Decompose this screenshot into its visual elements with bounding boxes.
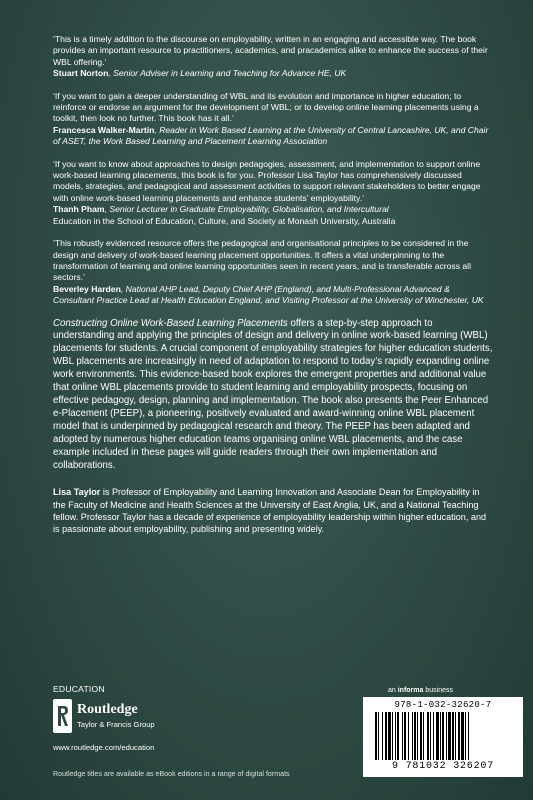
barcode-bar xyxy=(452,712,454,760)
subject-category: EDUCATION xyxy=(53,684,105,694)
publisher-logo xyxy=(53,699,203,735)
barcode-bar xyxy=(382,712,383,760)
barcode-bar xyxy=(385,712,387,760)
endorsement-2 xyxy=(53,91,493,148)
barcode-bars xyxy=(373,712,513,762)
author-bio-text: is Professor of Employability and Learning Innovation and Associate Dean for Employability in the Faculty of Medicine and Health Sciences at the University of East Anglia, UK, and a National Teaching fellow. Professor Taylor has a decade of experience of employability leadership within higher education, and is passionate about employability, publishing and presenting widely. xyxy=(53,487,487,534)
barcode-bar xyxy=(402,712,403,760)
endorser-name: Stuart Norton xyxy=(53,68,109,79)
barcode-bar xyxy=(433,712,434,760)
barcode-bar xyxy=(397,712,399,760)
endorsement-text: ‘This is a timely addition to the discourse on employability, written in an engaging and accessible way. The book provides an important resource to practitioners, academics, and pracademics alike to enhance the success of their WBL offering.’ xyxy=(53,34,488,67)
publisher-name: Routledge xyxy=(77,702,138,717)
endorsement-4 xyxy=(53,238,493,306)
routledge-r-icon xyxy=(53,699,72,733)
barcode-bar xyxy=(388,712,391,760)
isbn-number: 9 781032 326207 xyxy=(391,761,494,772)
publisher-group: Taylor & Francis Group xyxy=(77,720,155,729)
barcode-bar xyxy=(442,712,444,760)
barcode-bar xyxy=(436,712,439,760)
barcode-bar xyxy=(378,712,379,760)
barcode-bar xyxy=(458,712,460,760)
barcode-bar xyxy=(417,712,418,760)
endorsement-attribution xyxy=(53,284,493,307)
barcode-bar xyxy=(427,712,429,760)
barcode-bar xyxy=(448,712,451,760)
barcode-bar xyxy=(375,712,377,760)
barcode-bar xyxy=(408,712,409,760)
isbn-label: 978-1-032-32620-7 xyxy=(394,700,492,710)
barcode-bar xyxy=(414,712,416,760)
barcode-bar xyxy=(404,712,406,760)
barcode-bar xyxy=(455,712,456,760)
informa-business-label xyxy=(388,687,453,694)
endorsement-text: ‘This robustly evidenced resource offers the pedagogical and organisational principles to be considered in the design and delivery of work-based learning placement opportunities. It offers a vital underpinning to the transformation of learning and online learning opportunities seen in recent years, and is transferable across all sectors.’ xyxy=(53,238,471,283)
author-bio xyxy=(53,486,493,534)
endorsement-text: ‘If you want to know about approaches to design pedagogies, assessment, and implementation to support online work-based learning placements, this book is for you. Professor Lisa Taylor has comprehensively discussed models, strategies, and pedagogical and assessment activities to support relevant stakeholders to better engage with online work-based learning placements and enhance students’ employability.’ xyxy=(53,158,481,203)
endorsement-attribution xyxy=(53,204,493,227)
barcode-bar xyxy=(468,712,469,760)
informa-prefix: an xyxy=(388,687,398,694)
endorsement-attribution xyxy=(53,68,493,79)
informa-word: informa xyxy=(397,687,424,694)
book-description xyxy=(53,318,493,473)
endorser-role-continued: Education in the School of Education, Culture, and Society at Monash University, Australia xyxy=(53,215,396,226)
endorser-name: Beverley Harden xyxy=(53,283,121,294)
barcode-bar xyxy=(430,712,431,760)
endorser-role: , Reader in Work Based Learning at the University of Central Lancashire, UK, and Chair of ASET, the Work Based Learning and Placement Learning Association xyxy=(53,124,489,147)
informa-suffix: business xyxy=(423,687,453,694)
barcode-bar xyxy=(395,712,396,760)
barcode-bar xyxy=(440,712,441,760)
endorsement-text: ‘If you want to gain a deeper understanding of WBL and its evolution and importance in higher education; to reinforce or endorse an argument for the development of WBL; or to develop online learning placements using a toolkit, then look no further. This book has it all.’ xyxy=(53,90,479,124)
barcode-bar xyxy=(423,712,424,760)
endorsement-1 xyxy=(53,34,493,80)
barcode-bar xyxy=(465,712,466,760)
barcode-bar xyxy=(420,712,422,760)
barcode-bar xyxy=(412,712,413,760)
endorsement-attribution xyxy=(53,125,493,148)
endorser-role: , Senior Lecturer in Graduate Employability, Globalisation, and Intercultural xyxy=(104,204,389,215)
endorser-role: , National AHP Lead, Deputy Chief AHP (England), and Multi-Professional Advanced & Consultant Practice Lead at Health Education England, and Visiting Professor at the University of Winchester, UK xyxy=(53,283,484,306)
endorser-name: Francesca Walker-Martin xyxy=(53,124,155,135)
endorser-role: , Senior Adviser in Learning and Teaching for Advance HE, UK xyxy=(108,68,347,79)
book-description-text: offers a step-by-step approach to understanding and applying the principles of design and delivery in online work-based learning (WBL) placements for students. A crucial component of employability strategies for higher education students, WBL placements are increasingly in need of adaptation to respond to today’s rapidly expanding online work environments. This evidence-based book explores the emergent properties and additional value that online WBL placements provide to student learning and employability prospects, focusing on effective pedagogy, design, planning and implementation. The book also presents the Peer Enhanced e-Placement (PEEP), a pioneering, positively evaluated and award-winning online WBL placement model that is underpinned by pedagogical research and theory. The PEEP has been adapted and adopted by numerous higher education teams organising online WBL placements, and the case example included in these pages will guide readers through their own implementation and collaborations. xyxy=(53,317,493,471)
isbn-barcode xyxy=(363,697,523,777)
barcode-bar xyxy=(392,712,393,760)
ebook-note: Routledge titles are available as eBook editions in a range of digital formats xyxy=(53,770,290,778)
endorsement-3 xyxy=(53,159,493,227)
barcode-bar xyxy=(446,712,447,760)
endorser-name: Thanh Pham xyxy=(53,204,105,215)
barcode-bar xyxy=(461,712,464,760)
book-title: Constructing Online Work-Based Learning Placements xyxy=(53,317,288,329)
publisher-url[interactable]: www.routledge.com/education xyxy=(53,743,155,752)
author-name: Lisa Taylor xyxy=(53,487,101,498)
